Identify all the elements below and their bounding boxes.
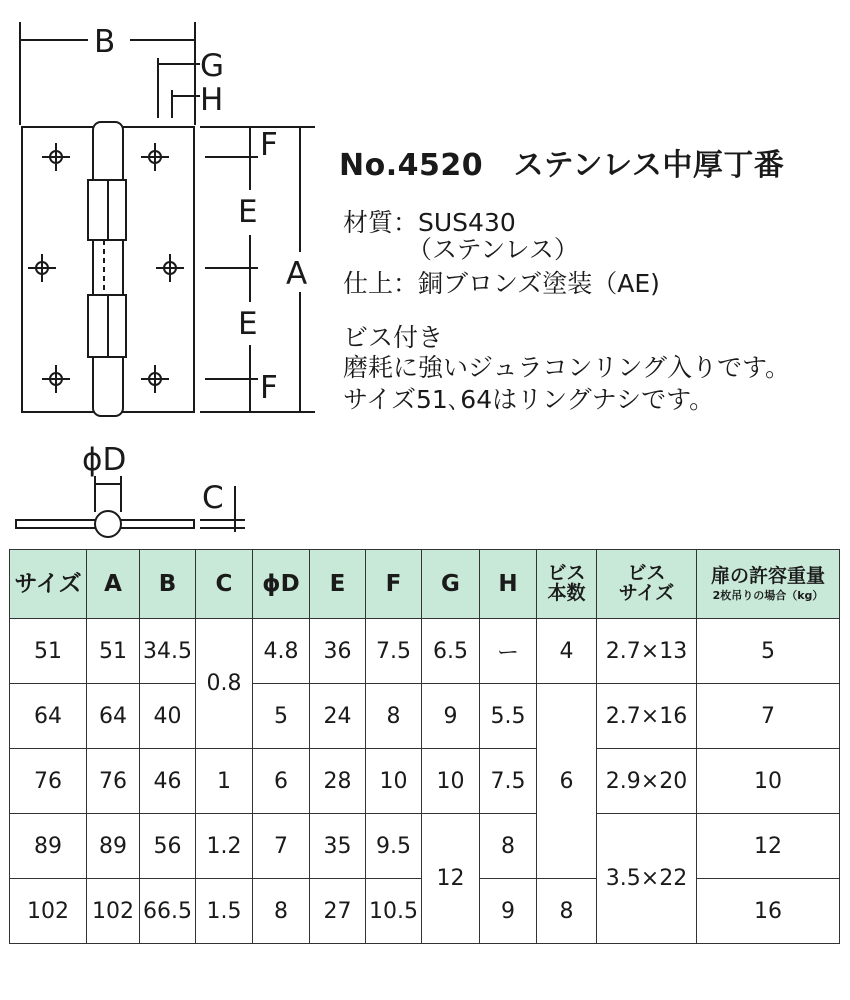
header-c: C — [196, 550, 253, 619]
header-a: A — [87, 550, 140, 619]
note-ring: 磨耗に強いジュラコンリング入りです。 — [343, 353, 791, 382]
header-weight-sub: 2枚吊りの場合（kg） — [712, 588, 824, 602]
cell-h: ー — [480, 619, 537, 684]
cell-h: 9 — [480, 879, 537, 944]
cell-a: 51 — [87, 619, 140, 684]
dim-label-b: B — [94, 24, 116, 60]
note-no-ring: サイズ51､64はリングナシです。 — [343, 385, 715, 414]
dim-label-e-top: E — [238, 194, 258, 230]
cell-e: 24 — [310, 684, 366, 749]
header-screw-count-line1: ビス — [547, 562, 586, 585]
cell-h: 5.5 — [480, 684, 537, 749]
header-e: E — [310, 550, 366, 619]
cell-g: 6.5 — [422, 619, 480, 684]
cell-screw-size: 2.7×13 — [597, 619, 697, 684]
cell-c: 0.8 — [196, 619, 253, 749]
cell-size: 64 — [10, 684, 87, 749]
cell-c: 1.2 — [196, 814, 253, 879]
header-h: H — [480, 550, 537, 619]
cell-a: 64 — [87, 684, 140, 749]
note-screws: ビス付き — [343, 323, 444, 352]
table-row — [10, 749, 840, 814]
cell-screw-size: 2.9×20 — [597, 749, 697, 814]
cell-weight: 7 — [697, 684, 840, 749]
cell-weight: 5 — [697, 619, 840, 684]
cell-h: 8 — [480, 814, 537, 879]
dimension-g — [158, 58, 200, 118]
cell-a: 102 — [87, 879, 140, 944]
header-screw-count-line2: 本数 — [547, 582, 586, 604]
cell-a: 76 — [87, 749, 140, 814]
header-screw-size-line1: ビス — [627, 562, 666, 585]
dim-label-f-bottom: F — [260, 370, 278, 406]
dim-label-f-top: F — [260, 127, 278, 163]
cell-size: 76 — [10, 749, 87, 814]
spec-table — [9, 549, 840, 944]
table-header-row — [10, 550, 840, 619]
cell-size: 89 — [10, 814, 87, 879]
cell-f: 8 — [366, 684, 422, 749]
cell-c: 1.5 — [196, 879, 253, 944]
header-weight-main: 扉の許容重量 — [710, 564, 825, 587]
cell-b: 40 — [140, 684, 196, 749]
cell-d: 4.8 — [253, 619, 310, 684]
table-row — [10, 814, 840, 879]
material-label: 材質：SUS430 — [343, 208, 516, 237]
dim-label-c: C — [202, 480, 224, 516]
cell-d: 6 — [253, 749, 310, 814]
header-screw-size-line2: サイズ — [618, 582, 675, 604]
cell-g: 10 — [422, 749, 480, 814]
cell-f: 7.5 — [366, 619, 422, 684]
cell-e: 28 — [310, 749, 366, 814]
cell-h: 7.5 — [480, 749, 537, 814]
cell-e: 27 — [310, 879, 366, 944]
dim-label-g: G — [200, 48, 225, 84]
finish-label: 仕上：銅ブロンズ塗装（AE) — [343, 269, 660, 298]
header-d: ϕD — [253, 550, 310, 619]
cell-f: 10 — [366, 749, 422, 814]
cell-weight: 16 — [697, 879, 840, 944]
cell-g: 9 — [422, 684, 480, 749]
cell-weight: 10 — [697, 749, 840, 814]
dim-label-a: A — [286, 256, 308, 292]
header-b: B — [140, 550, 196, 619]
header-screw-size — [597, 550, 697, 619]
table-row — [10, 619, 840, 684]
hinge-technical-drawing — [0, 0, 340, 545]
cell-b: 46 — [140, 749, 196, 814]
header-size: サイズ — [10, 550, 87, 619]
cell-d: 8 — [253, 879, 310, 944]
cell-screw-size: 2.7×16 — [597, 684, 697, 749]
cell-e: 36 — [310, 619, 366, 684]
material-note: （ステンレス） — [407, 235, 579, 264]
cell-weight: 12 — [697, 814, 840, 879]
cell-b: 66.5 — [140, 879, 196, 944]
cell-f: 9.5 — [366, 814, 422, 879]
cell-screws: 6 — [537, 684, 597, 879]
header-f: F — [366, 550, 422, 619]
dim-label-h: H — [200, 82, 224, 118]
product-title: No.4520 ステンレス中厚丁番 — [339, 148, 785, 183]
header-weight — [697, 550, 840, 619]
cell-screw-size: 3.5×22 — [597, 814, 697, 944]
cell-size: 102 — [10, 879, 87, 944]
cell-f: 10.5 — [366, 879, 422, 944]
cell-screws: 4 — [537, 619, 597, 684]
cell-c: 1 — [196, 749, 253, 814]
cell-e: 35 — [310, 814, 366, 879]
cell-size: 51 — [10, 619, 87, 684]
cell-g: 12 — [422, 814, 480, 944]
cell-d: 7 — [253, 814, 310, 879]
dim-label-e-bottom: E — [238, 306, 258, 342]
header-g: G — [422, 550, 480, 619]
cell-b: 56 — [140, 814, 196, 879]
header-screw-count — [537, 550, 597, 619]
table-row — [10, 684, 840, 749]
cell-a: 89 — [87, 814, 140, 879]
cell-d: 5 — [253, 684, 310, 749]
cell-screws: 8 — [537, 879, 597, 944]
dim-label-phi-d: ϕD — [82, 442, 127, 478]
cell-b: 34.5 — [140, 619, 196, 684]
